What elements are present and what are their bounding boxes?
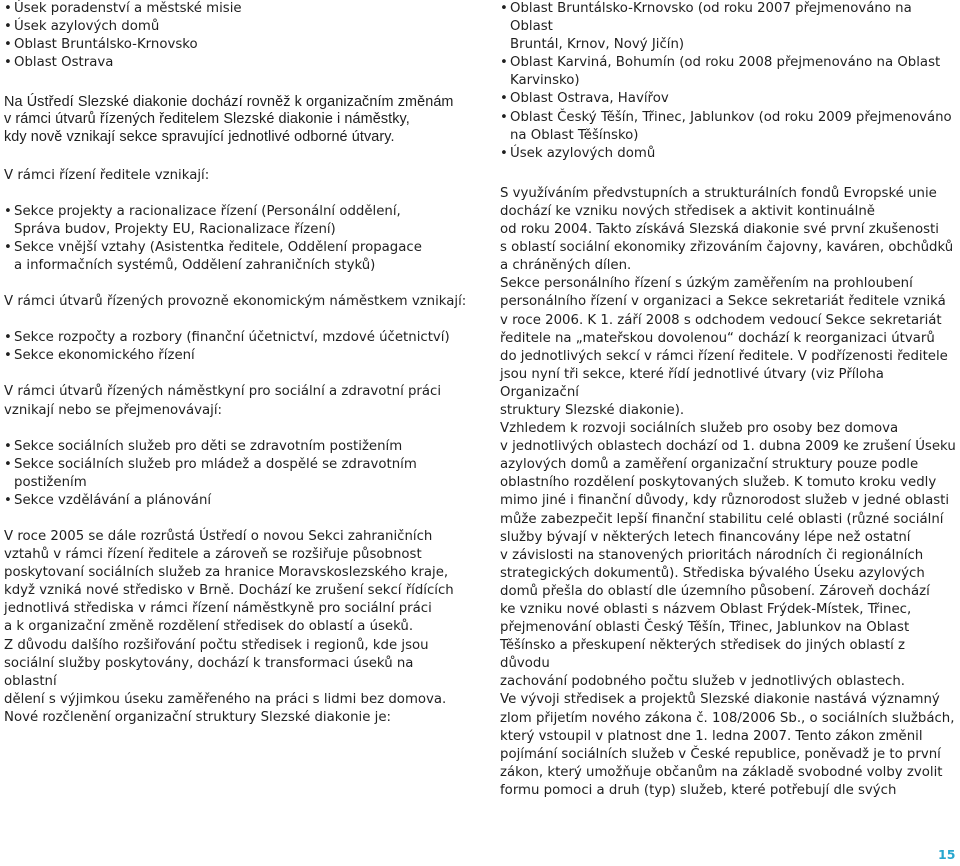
right-column: [500, 0, 956, 800]
list-item: • Oblast Karviná, Bohumín (od roku 2008 přejmenováno na Oblast Karvinsko): [500, 54, 956, 90]
list-item: • Oblast Bruntálsko-Krnovsko (od roku 2007 přejmenováno na Oblast Bruntál, Krnov, Nový Jičín): [500, 0, 956, 54]
list-item: • Oblast Ostrava, Havířov: [500, 90, 956, 108]
history-paragraph: V roce 2005 se dále rozrůstá Ústředí o novou Sekci zahraničních vztahů v rámci řízení ředitele a zároveň se rozšiřuje působnost poskytovaní sociálních služeb za hranice Moravskoslezského kraje, když vzniká nové středisko v Brně. Dochází ke zrušení sekcí řídících jednotlivá střediska v rámci řízení náměstkyně pro sociální práci a k organizační změně rozdělení středisek do oblastí a úseků. Z důvodu dalšího rozšiřování počtu středisek i regionů, kde jsou sociální služby poskytovány, dochází k transformaci úseků na oblastní dělení s výjimkou úseku zaměřeného na práci s lidmi bez domova. Nové rozčlenění organizační struktury Slezské diakonie je:: [4, 528, 454, 725]
list-item: • Oblast Ostrava: [4, 54, 470, 72]
director-list: [4, 203, 470, 275]
left-column: [4, 0, 470, 727]
page-number: 15: [938, 847, 956, 862]
social-list: [4, 438, 470, 510]
list-item: • Sekce vzdělávání a plánování: [4, 492, 470, 510]
list-item: • Úsek azylových domů: [500, 145, 956, 163]
economic-list: [4, 329, 470, 365]
list-item: • Sekce vnější vztahy (Asistentka ředitele, Oddělení propagace a informačních systémů, Oddělení zahraničních styků): [4, 239, 470, 275]
development-paragraph: S využíváním předvstupních a strukturálních fondů Evropské unie dochází ke vzniku nových středisek a aktivit kontinuálně od roku 2004. Takto získává Slezská diakonie své první zkušenosti s oblastí sociální ekonomiky zřizováním čajovny, kaváren, obchůdků a chráněných dílen. Sekce personálního řízení s úzkým zaměřením na prohloubení personálního řízení v organizaci a Sekce sekretariát ředitele vzniká v roce 2006. K 1. září 2008 s odchodem vedoucí Sekce sekretariát ředitele na „mateřskou dovolenou“ dochází k reorganizaci útvarů do jednotlivých sekcí v rámci řízení ředitele. V podřízenosti ředitele jsou nyní tři sekce, které řídí jednotlivé útvary (viz Příloha Organizační struktury Slezské diakonie). Vzhledem k rozvoji sociálních služeb pro osoby bez domova v jednotlivých oblastech dochází od 1. dubna 2009 ke zrušení Úseku azylových domů a zaměření organizační struktury pouze podle oblastního rozdělení poskytovaných služeb. K tomuto kroku vedly mimo jiné i finanční důvody, kdy různorodost služeb v jedné oblasti může zabezpečit lepší finanční stabilitu celé oblasti (různé sociální služby bývají v některých letech financovány lépe než ostatní v závislosti na stanovených prioritách národních či regionálních strategických dokumentů). Střediska bývalého Úseku azylových domů přešla do oblastí dle územního působení. Zároveň dochází ke vzniku nové oblasti s názvem Oblast Frýdek-Místek, Třinec, přejmenování oblasti Český Těšín, Třinec, Jablunkov na Oblast Těšínsko a přeskupení některých středisek do jiných oblastí z důvodu zachování podobného počtu služeb v jednotlivých oblastech. Ve vývoji středisek a projektů Slezské diakonie nastává významný zlom přijetím nového zákona č. 108/2006 Sb., o sociálních službách, který vstoupil v platnost dne 1. ledna 2007. Tento zákon změnil pojímání sociálních služeb v České republice, poněvadž je to první zákon, který umožňuje občanům na základě svobodné volby zvolit formu pomoci a druh (typ) služeb, které potřebují dle svých: [500, 185, 956, 798]
heading-economic: V rámci útvarů řízených provozně ekonomickým náměstkem vznikají:: [4, 294, 467, 310]
intro-paragraph: Na Ústředí Slezské diakonie dochází rovněž k organizačním změnám v rámci útvarů řízených ředitelem Slezské diakonie i náměstky, kdy nově vznikají sekce spravující jednotlivé odborné útvary.: [4, 94, 454, 145]
list-item: • Sekce rozpočty a rozbory (finanční účetnictví, mzdové účetnictví): [4, 329, 470, 347]
heading-social: V rámci útvarů řízených náměstkyní pro sociální a zdravotní práci vznikají nebo se přejmenovávají:: [4, 384, 442, 418]
regions-list: [500, 0, 956, 163]
list-item: • Sekce ekonomického řízení: [4, 347, 470, 365]
list-item: • Úsek poradenství a městské misie: [4, 0, 470, 18]
list-item: • Sekce projekty a racionalizace řízení (Personální oddělení, Správa budov, Projekty EU, Racionalizace řízení): [4, 203, 470, 239]
list-item: • Úsek azylových domů: [4, 18, 470, 36]
list-item: • Sekce sociálních služeb pro mládež a dospělé se zdravotním postižením: [4, 456, 470, 492]
list-item: • Oblast Bruntálsko-Krnovsko: [4, 36, 470, 54]
top-list: [4, 0, 470, 72]
list-item: • Oblast Český Těšín, Třinec, Jablunkov (od roku 2009 přejmenováno na Oblast Těšínsko): [500, 109, 956, 145]
heading-director: V rámci řízení ředitele vznikají:: [4, 167, 210, 183]
list-item: • Sekce sociálních služeb pro děti se zdravotním postižením: [4, 438, 470, 456]
